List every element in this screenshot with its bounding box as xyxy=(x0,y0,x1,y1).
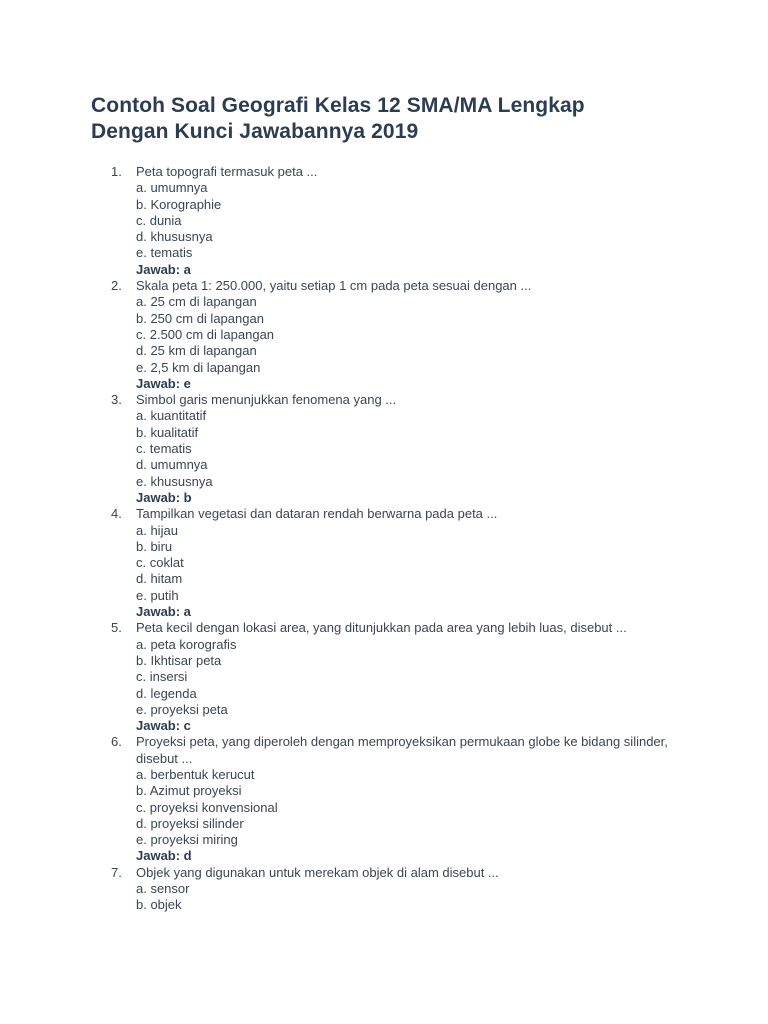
option-item: e. 2,5 km di lapangan xyxy=(136,359,261,375)
question-number: 7. xyxy=(111,864,122,880)
option-item: d. 25 km di lapangan xyxy=(136,343,257,359)
question-text: Peta kecil dengan lokasi area, yang ditunjukkan pada area yang lebih luas, disebut ... xyxy=(136,620,627,636)
question-list xyxy=(111,164,671,914)
answer-key: Jawab: e xyxy=(136,375,191,391)
option-item: b. biru xyxy=(136,538,173,554)
answer-key: Jawab: a xyxy=(136,604,191,620)
question-number: 2. xyxy=(111,278,122,294)
question-number: 4. xyxy=(111,506,122,522)
option-list xyxy=(136,881,671,914)
question-item xyxy=(111,734,671,864)
question-text: Peta topografi termasuk peta ... xyxy=(136,164,318,179)
question-text: Objek yang digunakan untuk merekam objek di alam disebut ... xyxy=(136,864,499,880)
option-item: c. insersi xyxy=(136,669,188,685)
answer-key: Jawab: b xyxy=(136,489,192,505)
option-item: a. umumnya xyxy=(136,180,208,196)
option-item: c. tematis xyxy=(136,441,192,457)
question-number: 5. xyxy=(111,620,122,636)
question-item xyxy=(111,278,671,392)
option-item: c. 2.500 cm di lapangan xyxy=(136,326,275,342)
option-item: c. proyeksi konvensional xyxy=(136,799,278,815)
option-item: b. objek xyxy=(136,897,182,913)
document-title: Contoh Soal Geografi Kelas 12 SMA/MA Lengkap Dengan Kunci Jawabannya 2019 xyxy=(91,94,585,143)
option-item: b. kualitatif xyxy=(136,424,199,440)
question-number: 1. xyxy=(111,164,122,179)
option-item: d. khususnya xyxy=(136,229,213,245)
option-item: c. coklat xyxy=(136,555,184,571)
option-item: a. 25 cm di lapangan xyxy=(136,294,257,310)
question-item xyxy=(111,865,671,914)
option-item: e. proyeksi peta xyxy=(136,701,228,717)
option-item: a. hijau xyxy=(136,522,178,538)
question-number: 3. xyxy=(111,392,122,408)
option-list xyxy=(136,408,671,489)
question-item xyxy=(111,392,671,506)
option-item: a. sensor xyxy=(136,881,190,897)
option-item: b. Azimut proyeksi xyxy=(136,783,242,799)
option-list xyxy=(136,523,671,604)
option-item: d. hitam xyxy=(136,571,183,587)
option-list xyxy=(136,767,671,848)
option-item: e. tematis xyxy=(136,245,193,261)
answer-key: Jawab: a xyxy=(136,261,191,277)
option-item: a. peta korografis xyxy=(136,636,237,652)
option-item: d. umumnya xyxy=(136,457,208,473)
option-item: e. proyeksi miring xyxy=(136,832,238,848)
answer-key: Jawab: d xyxy=(136,848,192,864)
option-item: e. putih xyxy=(136,587,179,603)
option-item: d. proyeksi silinder xyxy=(136,815,244,831)
option-item: b. Ikhtisar peta xyxy=(136,652,222,668)
option-item: c. dunia xyxy=(136,212,182,228)
answer-key: Jawab: c xyxy=(136,718,191,734)
question-text: Tampilkan vegetasi dan dataran rendah berwarna pada peta ... xyxy=(136,506,498,522)
option-item: d. legenda xyxy=(136,685,197,701)
option-item: e. khususnya xyxy=(136,473,213,489)
option-list xyxy=(136,294,671,375)
question-item xyxy=(111,506,671,620)
option-list xyxy=(136,180,671,261)
option-item: b. 250 cm di lapangan xyxy=(136,310,264,326)
question-text: Simbol garis menunjukkan fenomena yang ... xyxy=(136,392,397,408)
option-item: a. berbentuk kerucut xyxy=(136,766,255,782)
question-text: Proyeksi peta, yang diperoleh dengan memproyeksikan permukaan globe ke bidang silinder, disebut ... xyxy=(136,734,668,766)
option-item: a. kuantitatif xyxy=(136,408,207,424)
question-item xyxy=(111,164,671,278)
option-item: b. Korographie xyxy=(136,196,222,212)
question-item xyxy=(111,620,671,734)
option-list xyxy=(136,637,671,718)
question-text: Skala peta 1: 250.000, yaitu setiap 1 cm pada peta sesuai dengan ... xyxy=(136,278,532,294)
question-number: 6. xyxy=(111,734,122,750)
